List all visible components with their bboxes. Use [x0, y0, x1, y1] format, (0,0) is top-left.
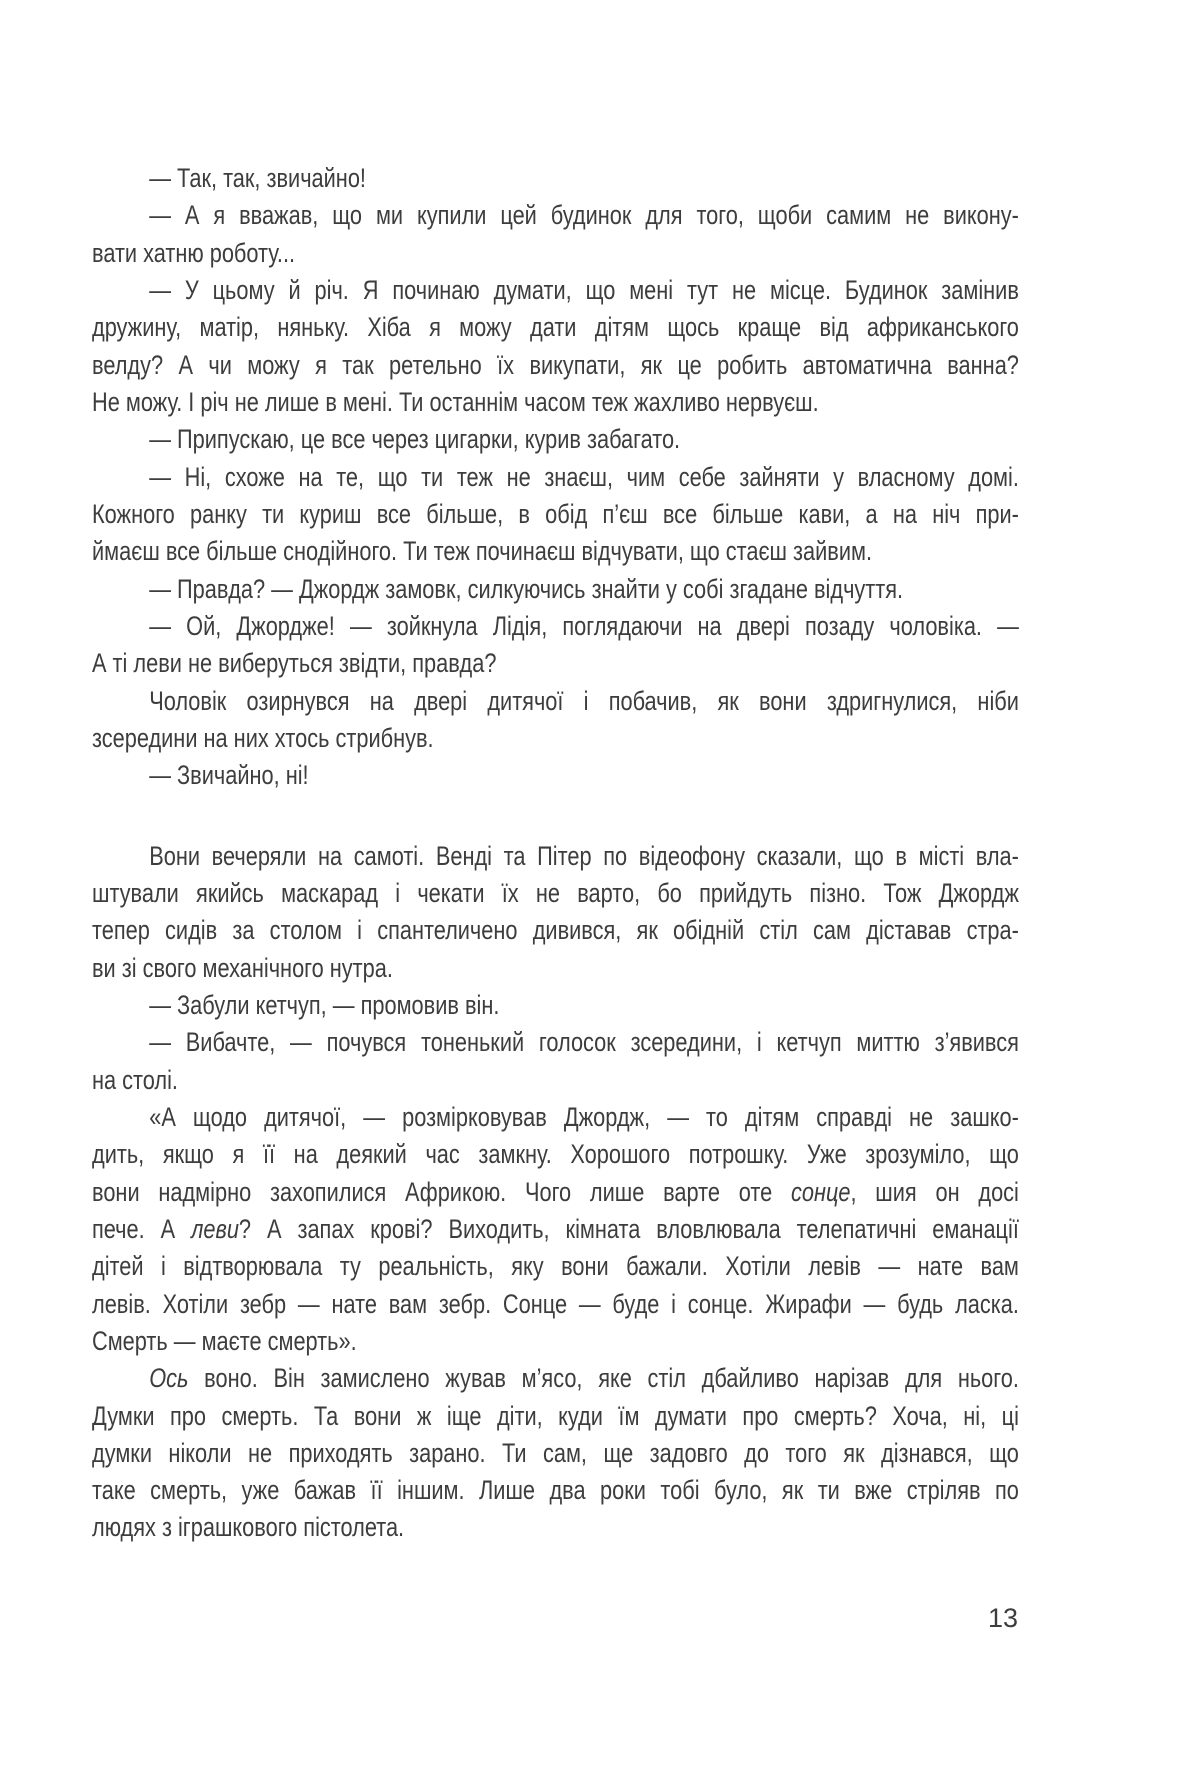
text-line [92, 757, 1019, 794]
text-line [92, 272, 1019, 309]
text-segment: — А я вважав, що ми купили цей будинок для того, щоби самим не викону- [149, 200, 1019, 231]
text-segment: дружину, матір, няньку. Хіба я можу дати дітям щось краще від африканського [92, 312, 1019, 343]
paragraph [92, 1024, 1019, 1099]
text-line [92, 1211, 1019, 1248]
paragraph [92, 421, 1019, 458]
page-number: 13 [987, 1603, 1018, 1633]
text-line [92, 987, 1019, 1024]
paragraph [92, 1360, 1019, 1547]
text-line [92, 1062, 1019, 1099]
text-line [92, 1472, 1019, 1509]
text-segment: — Забули кетчуп, — промовив він. [149, 989, 500, 1020]
text-segment: тепер сидів за столом і спантеличено дивився, як обідній стіл сам діставав стра- [92, 915, 1019, 946]
text-segment: А ті леви не виберуться звідти, правда? [92, 648, 497, 679]
text-line [92, 1509, 1019, 1546]
paragraph [92, 608, 1019, 683]
text-segment: — Вибачте, — почувся тоненький голосок зсередини, і кетчуп миттю з’явився [149, 1027, 1019, 1058]
text-segment: — Правда? — Джордж замовк, силкуючись знайти у собі згадане відчуття. [149, 573, 904, 604]
paragraph [92, 160, 1019, 197]
text-segment: думки ніколи не приходять зарано. Ти сам, ще задовго до того як дізнався, що [92, 1437, 1019, 1468]
italic-text: леви [191, 1213, 239, 1244]
paragraph [92, 459, 1019, 571]
text-segment: штували якийсь маскарад і чекати їх не варто, бо прийдуть пізно. Тож Джордж [92, 877, 1019, 908]
text-line [92, 720, 1019, 757]
text-segment: — Припускаю, це все через цигарки, курив забагато. [149, 424, 681, 455]
text-line [92, 1360, 1019, 1397]
text-line [92, 1248, 1019, 1285]
text-segment: ? А запах крові? Виходить, кімната вловлювала телепатичні еманації [238, 1213, 1019, 1244]
text-segment: — Звичайно, ні! [149, 760, 309, 791]
text-segment: — Ой, Джордже! — зойкнула Лідія, поглядаючи на двері позаду чоловіка. — [149, 610, 1019, 641]
text-line [92, 1435, 1019, 1472]
text-segment: Думки про смерть. Та вони ж іще діти, куди їм думати про смерть? Хоча, ні, ці [92, 1400, 1019, 1431]
text-line [92, 683, 1019, 720]
text-segment: левів. Хотіли зебр — нате вам зебр. Сонце — буде і сонце. Жирафи — будь ласка. [92, 1288, 1019, 1319]
text-segment: ймаєш все більше снодійного. Ти теж починаєш відчувати, що стаєш зайвим. [92, 536, 873, 567]
text-segment: Чоловік озирнувся на двері дитячої і побачив, як вони здригнулися, ніби [149, 685, 1019, 716]
paragraph [92, 571, 1019, 608]
text-line [92, 950, 1019, 987]
text-segment: пече. А [92, 1213, 192, 1244]
text-line [92, 838, 1019, 875]
text-line [92, 1136, 1019, 1173]
text-segment: , шия он досі [850, 1176, 1019, 1207]
text-segment: — У цьому й річ. Я починаю думати, що мені тут не місце. Будинок замінив [149, 274, 1019, 305]
text-block [92, 160, 1019, 1547]
text-line [92, 1099, 1019, 1136]
text-line [92, 645, 1019, 682]
text-line [92, 608, 1019, 645]
text-line [92, 197, 1019, 234]
text-segment: дітей і відтворювала ту реальність, яку вони бажали. Хотіли левів — нате вам [92, 1251, 1019, 1282]
paragraph [92, 683, 1019, 758]
text-line [92, 421, 1019, 458]
text-line [92, 309, 1019, 346]
paragraph [92, 838, 1019, 987]
text-segment: таке смерть, уже бажав її іншим. Лише два роки тобі було, як ти вже стріляв по [92, 1475, 1019, 1506]
text-line [92, 912, 1019, 949]
italic-text: сонце [790, 1176, 851, 1207]
text-line [92, 459, 1019, 496]
paragraph [92, 987, 1019, 1024]
text-line [92, 235, 1019, 272]
paragraph [92, 757, 1019, 794]
paragraph [92, 1099, 1019, 1360]
text-segment: велду? А чи можу я так ретельно їх викупати, як це робить автоматична ванна? [92, 349, 1019, 380]
text-line [92, 347, 1019, 384]
text-segment: вони надмірно захопилися Африкою. Чого лише варте оте [92, 1176, 791, 1207]
text-segment: Не можу. І річ не лише в мені. Ти останнім часом теж жахливо нервуєш. [92, 386, 819, 417]
text-segment: на столі. [92, 1064, 178, 1095]
text-segment: людях з іграшкового пістолета. [92, 1512, 405, 1543]
text-line [92, 1024, 1019, 1061]
italic-text: Ось [149, 1363, 189, 1394]
text-line [92, 1323, 1019, 1360]
text-line [92, 496, 1019, 533]
text-segment: — Ні, схоже на те, що ти теж не знаєш, чим себе зайняти у власному домі. [149, 461, 1019, 492]
text-segment: дить, якщо я її на деякий час замкну. Хорошого потрошку. Уже зрозуміло, що [92, 1139, 1019, 1170]
text-segment: Вони вечеряли на самоті. Венді та Пітер по відеофону сказали, що в місті вла- [149, 840, 1019, 871]
text-line [92, 384, 1019, 421]
paragraph [92, 272, 1019, 421]
text-segment: зсередини на них хтось стрибнув. [92, 722, 434, 753]
text-segment: Смерть — маєте смерть». [92, 1325, 357, 1356]
text-segment: — Так, так, звичайно! [149, 163, 366, 193]
text-line [92, 1286, 1019, 1323]
text-line [92, 160, 1019, 197]
text-segment: вати хатню роботу... [92, 237, 296, 268]
text-line [92, 1398, 1019, 1435]
text-segment: ви зі свого механічного нутра. [92, 952, 393, 983]
text-segment: «А щодо дитячої, — розмірковував Джордж, — то дітям справді не зашко- [149, 1101, 1019, 1132]
text-line [92, 571, 1019, 608]
text-segment: Кожного ранку ти куриш все більше, в обід п’єш все більше кави, а на ніч при- [92, 498, 1019, 529]
text-line [92, 533, 1019, 570]
text-line [92, 875, 1019, 912]
text-segment: воно. Він замислено жував м’ясо, яке стіл дбайливо нарізав для нього. [188, 1363, 1019, 1394]
text-line [92, 1174, 1019, 1211]
paragraph [92, 197, 1019, 272]
